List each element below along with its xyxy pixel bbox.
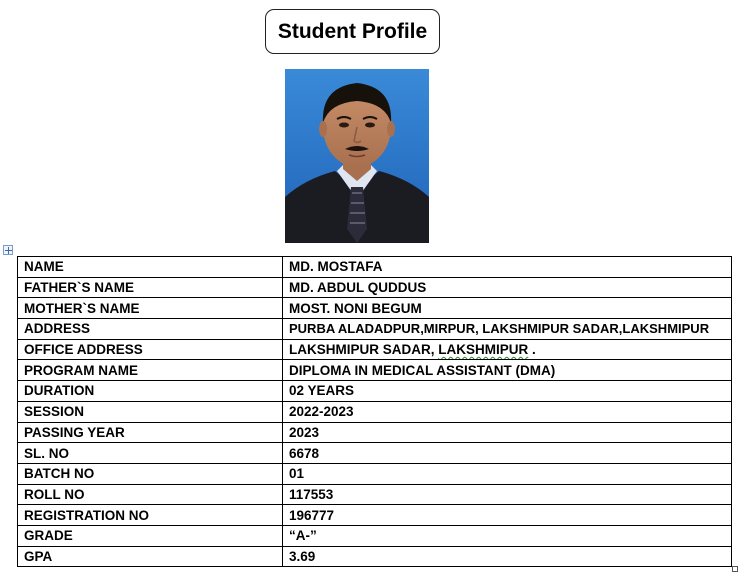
table-row bbox=[18, 360, 732, 381]
row-value: MD. MOSTAFA bbox=[283, 257, 732, 278]
row-label: SESSION bbox=[18, 401, 283, 422]
row-value: MOST. NONI BEGUM bbox=[283, 298, 732, 319]
office-address-part1: LAKSHMIPUR SADAR, bbox=[289, 342, 439, 358]
table-row bbox=[18, 546, 732, 567]
row-value: 2022-2023 bbox=[283, 401, 732, 422]
row-label: FATHER`S NAME bbox=[18, 277, 283, 298]
page-title: Student Profile bbox=[265, 9, 440, 54]
table-row bbox=[18, 277, 732, 298]
row-label: NAME bbox=[18, 257, 283, 278]
row-value: 02 YEARS bbox=[283, 381, 732, 402]
table-row bbox=[18, 422, 732, 443]
row-label: GRADE bbox=[18, 525, 283, 546]
office-address-part3: . bbox=[528, 342, 536, 358]
table-row bbox=[18, 298, 732, 319]
row-label: DURATION bbox=[18, 381, 283, 402]
row-value: “A-” bbox=[283, 525, 732, 546]
row-label: REGISTRATION NO bbox=[18, 505, 283, 526]
table-row bbox=[18, 505, 732, 526]
row-label: ADDRESS bbox=[18, 319, 283, 340]
row-value: MD. ABDUL QUDDUS bbox=[283, 277, 732, 298]
row-label: PASSING YEAR bbox=[18, 422, 283, 443]
row-label: PROGRAM NAME bbox=[18, 360, 283, 381]
row-value: DIPLOMA IN MEDICAL ASSISTANT (DMA) bbox=[283, 360, 732, 381]
table-row bbox=[18, 484, 732, 505]
row-value: 196777 bbox=[283, 505, 732, 526]
row-value: 2023 bbox=[283, 422, 732, 443]
row-value: 117553 bbox=[283, 484, 732, 505]
row-label: GPA bbox=[18, 546, 283, 567]
table-row bbox=[18, 339, 732, 360]
row-value: 6678 bbox=[283, 443, 732, 464]
row-value: 01 bbox=[283, 463, 732, 484]
row-label: OFFICE ADDRESS bbox=[18, 339, 283, 360]
table-row bbox=[18, 381, 732, 402]
row-label: SL. NO bbox=[18, 443, 283, 464]
student-photo bbox=[285, 69, 429, 243]
table-row bbox=[18, 463, 732, 484]
row-value: PURBA ALADADPUR,MIRPUR, LAKSHMIPUR SADAR,LAKSHMIPUR bbox=[283, 319, 732, 340]
row-label: MOTHER`S NAME bbox=[18, 298, 283, 319]
table-row bbox=[18, 443, 732, 464]
portrait-image bbox=[285, 69, 429, 243]
table-row bbox=[18, 319, 732, 340]
table-row bbox=[18, 525, 732, 546]
row-value: 3.69 bbox=[283, 546, 732, 567]
row-label: ROLL NO bbox=[18, 484, 283, 505]
table-row bbox=[18, 401, 732, 422]
profile-table bbox=[17, 256, 732, 567]
row-value bbox=[283, 339, 732, 360]
table-move-handle-icon[interactable] bbox=[3, 245, 13, 255]
row-label: BATCH NO bbox=[18, 463, 283, 484]
table-row bbox=[18, 257, 732, 278]
table-resize-handle-icon[interactable] bbox=[732, 566, 738, 572]
office-address-part2: LAKSHMIPUR bbox=[438, 342, 529, 358]
